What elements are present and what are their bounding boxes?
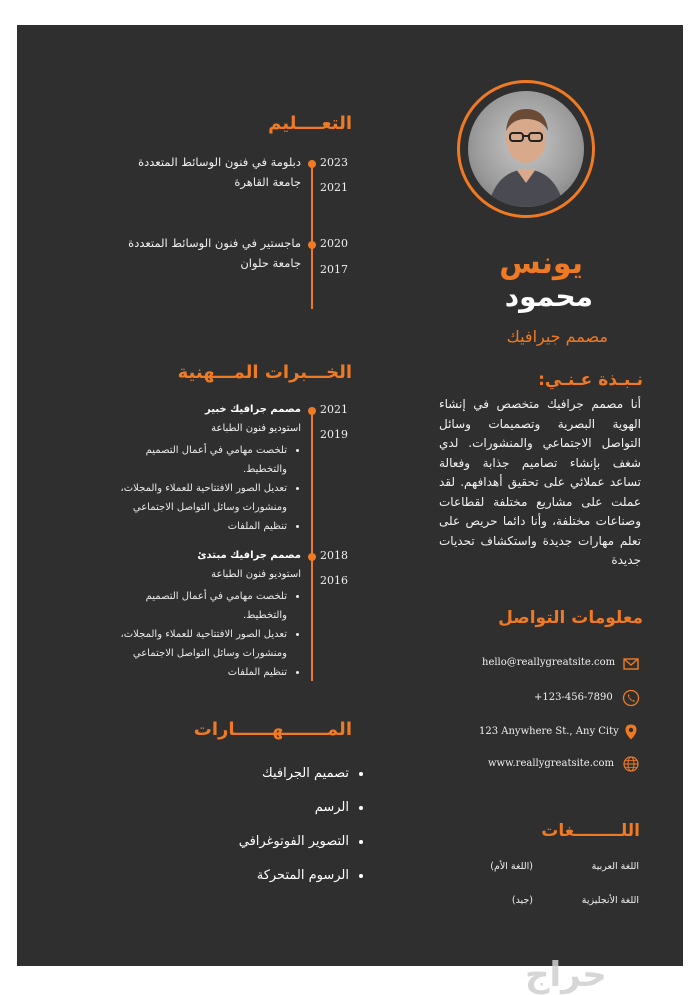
timeline-dot — [308, 553, 316, 561]
skill-item: • الرسوم المتحركة — [171, 859, 349, 893]
education-start-year: 2021 — [320, 181, 348, 194]
education-degree: ماجستير في فنون الوسائط المتعددة — [128, 236, 301, 250]
language-name: اللغة العربية — [591, 861, 639, 872]
experience-company: استوديو فنون الطباعة — [211, 569, 301, 580]
task-item: • تنظيم الملفات — [101, 517, 287, 536]
task-item: • تلخصت مهامي في أعمال التصميم والتخطيط. — [101, 587, 287, 625]
skill-item: • التصوير الفوتوغرافي — [171, 825, 349, 859]
languages-heading: اللــــــــغات — [541, 821, 640, 841]
about-heading: نـبـذة عـنـي: — [538, 370, 643, 390]
education-end-year: 2023 — [320, 156, 348, 169]
skill-item: • تصميم الجرافيك — [171, 757, 349, 791]
experience-role: مصمم جرافيك خبير — [205, 404, 301, 415]
email-text[interactable]: hello@reallygreatsite.com — [482, 657, 616, 668]
first-name: يونس — [499, 246, 583, 281]
timeline-dot — [308, 407, 316, 415]
experience-role: مصمم جرافيك مبتدئ — [197, 550, 301, 561]
education-start-year: 2017 — [320, 263, 348, 276]
envelope-icon — [622, 655, 640, 673]
phone-icon — [622, 689, 640, 707]
last-name: محمود — [504, 280, 593, 313]
language-level: (جيد) — [511, 895, 533, 906]
location-pin-icon — [622, 723, 640, 741]
task-item: • تعديل الصور الافتتاحية للعملاء والمجلات، ومنشورات وسائل التواصل الاجتماعي — [101, 625, 287, 663]
globe-icon — [622, 755, 640, 773]
phone-text[interactable]: +123-456-7890 — [534, 692, 613, 703]
skills-heading: المـــــــهــــــارات — [193, 719, 352, 740]
experience-timeline — [311, 408, 313, 681]
education-school: جامعة القاهرة — [234, 175, 301, 189]
skills-list — [171, 757, 371, 893]
experience-end-year: 2018 — [320, 549, 348, 562]
skill-item: • الرسم — [171, 791, 349, 825]
education-end-year: 2020 — [320, 237, 348, 250]
timeline-dot — [308, 160, 316, 168]
language-level: (اللغة الأم) — [490, 861, 533, 872]
watermark-logo: حراج — [525, 955, 607, 995]
experience-company: استوديو فنون الطباعة — [211, 423, 301, 434]
website-text[interactable]: www.reallygreatsite.com — [488, 758, 615, 769]
contact-heading: معلومات التواصل — [498, 608, 643, 628]
education-timeline — [311, 161, 313, 309]
education-school: جامعة حلوان — [240, 256, 301, 270]
job-title: مصمم جيرافيك — [506, 327, 608, 346]
task-item: • تنظيم الملفات — [101, 663, 287, 682]
experience-start-year: 2019 — [320, 428, 348, 441]
education-degree: دبلومة في فنون الوسائط المتعددة — [138, 155, 301, 169]
person-portrait-icon — [468, 91, 584, 207]
experience-tasks — [101, 441, 301, 536]
timeline-dot — [308, 241, 316, 249]
resume-sheet — [17, 25, 683, 966]
experience-end-year: 2021 — [320, 403, 348, 416]
experience-start-year: 2016 — [320, 574, 348, 587]
education-heading: التعــــليم — [268, 113, 352, 134]
address-text: 123 Anywhere St., Any City — [479, 726, 619, 737]
experience-heading: الخـــبرات المـــهنية — [177, 362, 352, 383]
profile-photo — [468, 91, 584, 207]
language-name: اللغة الأنجليزية — [581, 895, 639, 906]
experience-tasks — [101, 587, 301, 682]
task-item: • تعديل الصور الافتتاحية للعملاء والمجلات، ومنشورات وسائل التواصل الاجتماعي — [101, 479, 287, 517]
about-text: أنا مصمم جرافيك متخصص في إنشاء الهوية البصرية وتصميمات وسائل التواصل الاجتماعي والمنشورات. لدي شغف بإنشاء تصاميم جذابة وفعالة تساعد عملائي على تحقيق أهدافهم. لقد عملت على مشاريع مختلفة لقطاعات وصناعات مختلفة، وأنا دائما حريص على تعلم مهارات جديدة واستكشاف تحديات جديدة — [439, 397, 641, 567]
task-item: • تلخصت مهامي في أعمال التصميم والتخطيط. — [101, 441, 287, 479]
profile-photo-frame — [457, 80, 595, 218]
